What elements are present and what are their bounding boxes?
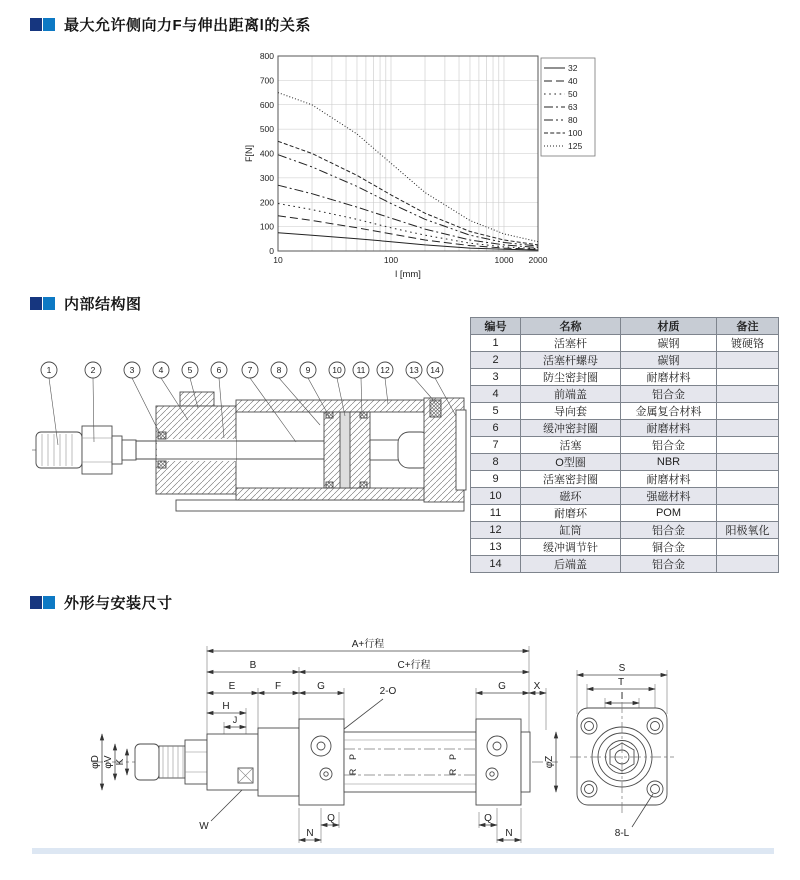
table-header-cell: 名称 (521, 318, 621, 335)
section-marker-icon (30, 18, 55, 31)
y-tick: 700 (259, 75, 274, 86)
table-cell: 活塞 (521, 437, 621, 454)
balloon-number: 4 (158, 365, 164, 375)
table-cell (717, 420, 779, 437)
section-marker-icon (30, 297, 55, 310)
dim-label-t: T (617, 677, 625, 688)
table-cell: 防尘密封圈 (521, 369, 621, 386)
y-tick: 400 (259, 148, 274, 159)
table-cell: 4 (471, 386, 521, 403)
y-tick: 0 (269, 246, 274, 256)
table-cell: 缸筒 (521, 522, 621, 539)
dim-label-q2: Q (484, 813, 492, 824)
table-row (471, 505, 779, 522)
section-header-structure (30, 293, 142, 314)
table-cell: 镀硬铬 (717, 335, 779, 352)
y-axis-label: F[N] (244, 145, 254, 162)
table-cell (717, 437, 779, 454)
table-cell: 3 (471, 369, 521, 386)
table-header-cell: 备注 (717, 318, 779, 335)
table-cell: 8 (471, 454, 521, 471)
table-cell: 活塞杆螺母 (521, 352, 621, 369)
balloon-number: 11 (356, 365, 366, 375)
table-cell (717, 488, 779, 505)
balloon-number: 12 (380, 365, 390, 375)
y-tick: 800 (259, 51, 274, 61)
dim-label-phiz: φZ (544, 755, 555, 769)
section-marker-icon (30, 596, 55, 609)
section-title: 内部结构图 (64, 296, 142, 313)
cylinder-cross-section (32, 392, 466, 511)
dim-label-c: C+行程 (397, 660, 431, 671)
table-cell: 导向套 (521, 403, 621, 420)
dim-label-w: W (199, 821, 209, 832)
table-row (471, 420, 779, 437)
side-view (90, 637, 558, 843)
balloon-number: 2 (90, 365, 96, 375)
table-cell: 11 (471, 505, 521, 522)
section-title: 最大允许侧向力F与伸出距离l的关系 (64, 17, 311, 34)
dim-label-k: K (115, 758, 126, 766)
y-tick: 500 (259, 124, 274, 135)
dim-label-r1: R (348, 768, 358, 776)
dim-label-a: A+行程 (351, 639, 385, 650)
balloon-number: 13 (409, 365, 419, 375)
table-cell: 铜合金 (621, 539, 717, 556)
table-cell: POM (621, 505, 717, 522)
table-cell (717, 369, 779, 386)
table-cell: 金属复合材料 (621, 403, 717, 420)
table-row (471, 556, 779, 573)
table-row (471, 522, 779, 539)
dim-label-e: E (228, 681, 236, 692)
table-cell: 1 (471, 335, 521, 352)
table-cell (717, 539, 779, 556)
dim-label-q1: Q (327, 813, 335, 824)
table-cell: 强磁材料 (621, 488, 717, 505)
balloon-number: 9 (305, 365, 311, 375)
table-cell: 12 (471, 522, 521, 539)
table-cell (717, 403, 779, 420)
x-tick: 10 (273, 255, 283, 265)
table-cell: 14 (471, 556, 521, 573)
balloon-number: 5 (187, 365, 193, 375)
table-row (471, 454, 779, 471)
table-cell: NBR (621, 454, 717, 471)
dim-label-phid: φD (90, 755, 101, 769)
dim-label-g2: G (498, 681, 506, 692)
cylinder-side-body (135, 719, 530, 805)
legend-entry: 40 (568, 76, 578, 86)
dimension-drawing (78, 622, 738, 857)
table-cell: 碳钢 (621, 352, 717, 369)
table-header-cell: 材质 (621, 318, 717, 335)
table-row (471, 488, 779, 505)
table-cell: 活塞杆 (521, 335, 621, 352)
legend-entry: 50 (568, 89, 578, 99)
table-row (471, 335, 779, 352)
table-cell (717, 454, 779, 471)
dim-label-n2: N (505, 828, 513, 839)
dim-label-i: I (620, 691, 624, 702)
table-cell: 缓冲调节针 (521, 539, 621, 556)
y-tick: 100 (259, 221, 274, 232)
table-cell: 缓冲密封圈 (521, 420, 621, 437)
internal-structure-diagram (28, 350, 470, 546)
x-tick: 1000 (494, 255, 514, 265)
table-cell: 6 (471, 420, 521, 437)
y-tick: 200 (259, 197, 274, 208)
legend-entry: 63 (568, 102, 578, 112)
x-tick: 2000 (528, 255, 548, 265)
dim-label-p1: P (348, 753, 358, 761)
legend-entry: 80 (568, 115, 578, 125)
table-cell: 前端盖 (521, 386, 621, 403)
table-cell: 铝合金 (621, 386, 717, 403)
table-cell (717, 471, 779, 488)
dim-label-b: B (249, 660, 257, 671)
section-header-side-force (30, 14, 311, 35)
table-cell: O型圈 (521, 454, 621, 471)
dim-label-phiv: φV (103, 755, 114, 769)
table-row (471, 352, 779, 369)
side-force-chart (238, 46, 598, 281)
dim-label-8l: 8-L (614, 828, 630, 839)
table-cell: 后端盖 (521, 556, 621, 573)
y-tick: 600 (259, 99, 274, 110)
x-axis-label: l [mm] (395, 269, 421, 280)
dim-label-j: J (232, 715, 238, 725)
dim-label-p2: P (448, 753, 458, 761)
table-cell (717, 556, 779, 573)
table-row (471, 437, 779, 454)
table-cell (717, 386, 779, 403)
balloon-number: 10 (332, 365, 342, 375)
table-cell: 铝合金 (621, 556, 717, 573)
legend-entry: 100 (568, 128, 583, 138)
section-header-dimensions (30, 592, 173, 613)
balloon-number: 8 (276, 365, 282, 375)
table-cell (717, 352, 779, 369)
table-row (471, 471, 779, 488)
table-cell: 耐磨材料 (621, 471, 717, 488)
table-cell: 10 (471, 488, 521, 505)
table-header-cell: 编号 (471, 318, 521, 335)
legend (541, 58, 595, 156)
table-row (471, 369, 779, 386)
table-cell: 5 (471, 403, 521, 420)
x-tick: 100 (383, 255, 399, 265)
balloon-number: 6 (216, 365, 222, 375)
table-cell: 13 (471, 539, 521, 556)
table-cell (717, 505, 779, 522)
table-cell: 2 (471, 352, 521, 369)
dim-label-2o: 2-O (379, 686, 397, 697)
table-row (471, 403, 779, 420)
table-cell: 碳钢 (621, 335, 717, 352)
table-row (471, 539, 779, 556)
table-cell: 活塞密封圈 (521, 471, 621, 488)
dim-label-n1: N (306, 828, 314, 839)
table-cell: 铝合金 (621, 437, 717, 454)
balloon-number: 7 (247, 365, 253, 375)
balloon-number: 1 (46, 365, 52, 375)
section-title: 外形与安装尺寸 (64, 595, 173, 612)
table-cell: 阳极氧化 (717, 522, 779, 539)
legend-entry: 125 (568, 141, 583, 151)
dim-label-s: S (618, 663, 626, 674)
table-row (471, 386, 779, 403)
end-view (570, 663, 674, 839)
legend-entry: 32 (568, 63, 578, 73)
table-cell: 铝合金 (621, 522, 717, 539)
y-tick: 300 (259, 172, 274, 183)
balloon-number: 3 (129, 365, 135, 375)
table-cell: 磁环 (521, 488, 621, 505)
parts-table (470, 317, 779, 573)
dim-label-r2: R (448, 768, 458, 776)
dim-label-h: H (222, 701, 230, 712)
dim-label-f: F (274, 681, 282, 692)
balloon-number: 14 (430, 365, 440, 375)
table-cell: 耐磨材料 (621, 369, 717, 386)
table-cell: 耐磨环 (521, 505, 621, 522)
footer-rule (32, 848, 774, 854)
table-cell: 7 (471, 437, 521, 454)
dim-label-g1: G (317, 681, 325, 692)
table-cell: 9 (471, 471, 521, 488)
dim-label-x: X (533, 681, 541, 692)
table-cell: 耐磨材料 (621, 420, 717, 437)
